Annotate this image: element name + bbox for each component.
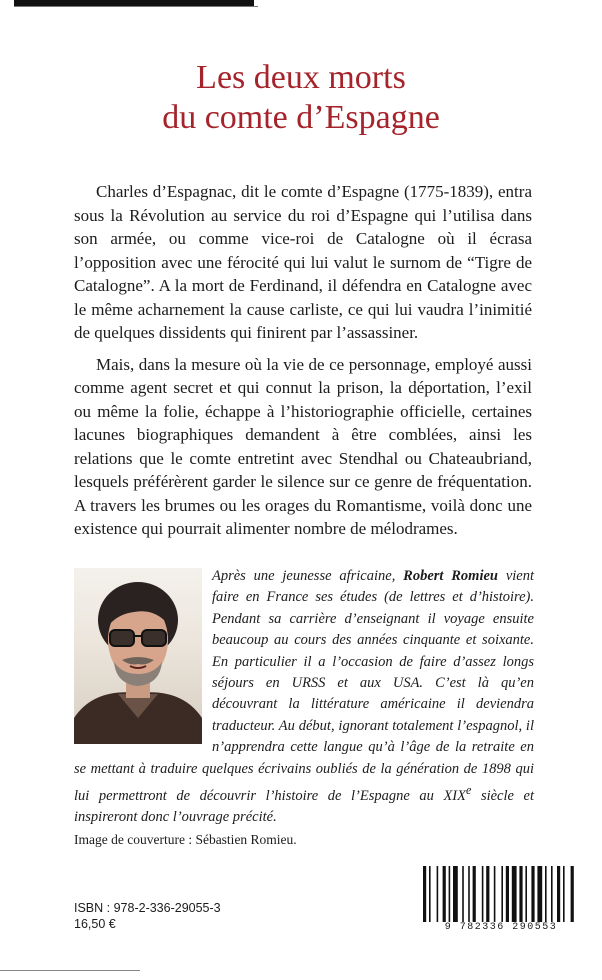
author-bio xyxy=(74,566,534,829)
bio-text-end: siècle et inspireront donc l’ouvrage précité. xyxy=(74,787,534,826)
blurb xyxy=(74,180,532,549)
title-line-2: du comte d’Espagne xyxy=(162,99,440,136)
price: 16,50 € xyxy=(74,917,116,931)
top-bleed-rule xyxy=(14,6,258,7)
photo-spacer xyxy=(74,566,212,756)
bio-text: vient faire en France ses études (de lettres et d’histoire). Pendant sa carrière d’enseignant il voyage ensuite beaucoup au cours des années cinquante et soixante. En particulier il a l’occasion de faire d’assez longs séjours en URSS et aux USA. C’est là qu’en découvrant la littérature américaine il deviendra traducteur. Au début, ignorant totalement l’espagnol, il n’apprendra cette langue qu’à l’âge de la retraite en se mettant à traduire quelques écrivains oubliés de la génération de 1898 qui lui permettront de découvrir l’histoire de l’Espagne au XIX xyxy=(74,568,534,804)
isbn-block xyxy=(74,900,221,932)
bottom-bleed-rule xyxy=(0,970,140,971)
barcode-digits: 9 782336 290553 xyxy=(415,922,587,933)
author-name: Robert Romieu xyxy=(403,568,498,584)
blurb-paragraph-1: Charles d’Espagnac, dit le comte d’Espagne (1775-1839), entra sous la Révolution au service du roi d’Espagne qui l’utilisa dans son armée, ou comme vice-roi de Catalogne où il écrasa l’opposition avec une férocité qui lui valut le surnom de “Tigre de Catalogne”. A la mort de Ferdinand, il défendra en Catalogne avec le même acharnement la cause carliste, ce qui lui vaudra l’inimitié de quelques dissidents qui finirent par l’assassiner. xyxy=(74,182,532,342)
title-line-1: Les deux morts xyxy=(196,59,406,96)
isbn-number: ISBN : 978-2-336-29055-3 xyxy=(74,901,221,915)
book-title xyxy=(0,58,602,138)
blurb-paragraph-2: Mais, dans la mesure où la vie de ce personnage, employé aussi comme agent secret et qui connut la prison, la déportation, l’exil ou même la folie, échappe à l’historiographie officielle, certaines lacunes biographiques demandent à être comblées, ainsi les relations que le comte entretint avec Stendhal ou Chateaubriand, lesquels préférèrent garder le silence sur ce genre de fréquentation. A travers les brumes ou les orages du Romantisme, voilà donc une existence qui pourrait alimenter nombre de mélodrames. xyxy=(74,354,532,538)
century-superscript: e xyxy=(466,783,472,798)
cover-credit: Image de couverture : Sébastien Romieu. xyxy=(74,832,297,847)
bio-intro: Après une jeunesse africaine, xyxy=(212,568,396,584)
